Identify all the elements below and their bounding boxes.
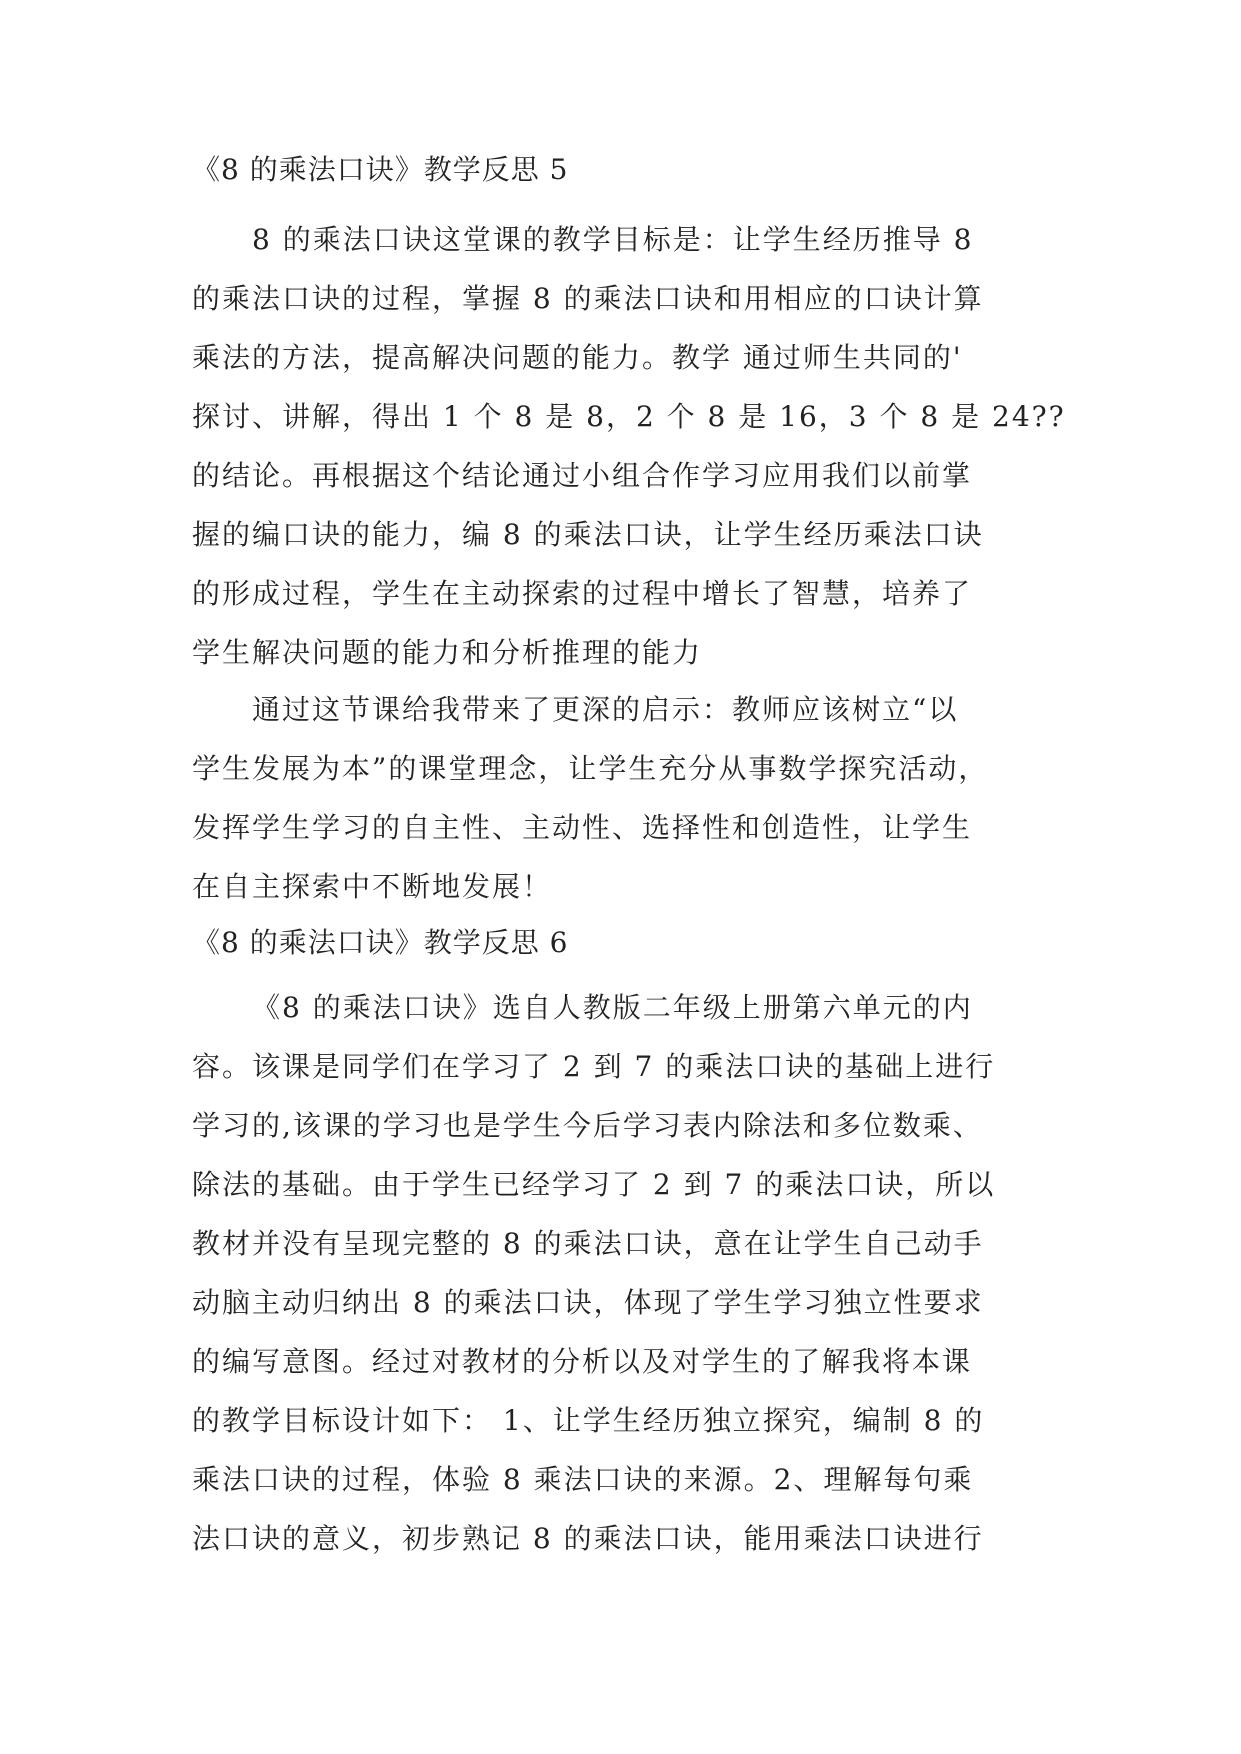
paragraph-line: 教材并没有呈现完整的 8 的乘法口诀，意在让学生自己动手	[192, 1227, 984, 1260]
paragraph-line: 探讨、讲解，得出 1 个 8 是 8，2 个 8 是 16，3 个 8 是 24??	[192, 400, 1066, 433]
paragraph-line: 通过这节课给我带来了更深的启示：教师应该树立“以	[252, 693, 959, 726]
paragraph-line: 的编写意图。经过对教材的分析以及对学生的了解我将本课	[192, 1345, 973, 1378]
paragraph	[192, 210, 1066, 682]
paragraph	[192, 680, 1050, 916]
paragraph-line: 在自主探索中不断地发展！	[192, 870, 553, 903]
paragraph-line: 握的编口诀的能力，编 8 的乘法口诀，让学生经历乘法口诀	[192, 518, 984, 551]
paragraph-line: 乘法的方法，提高解决问题的能力。教学 通过师生共同的'	[192, 341, 963, 374]
paragraph-line: 的结论。再根据这个结论通过小组合作学习应用我们以前掌	[192, 459, 973, 492]
paragraph-line: 的形成过程，学生在主动探索的过程中增长了智慧，培养了	[192, 577, 973, 610]
paragraph-line: 动脑主动归纳出 8 的乘法口诀，体现了学生学习独立性要求	[192, 1286, 984, 1319]
paragraph	[192, 978, 1050, 1568]
paragraph-line: 的乘法口诀的过程，掌握 8 的乘法口诀和用相应的口诀计算	[192, 282, 984, 315]
paragraph-line: 乘法口诀的过程，体验 8 乘法口诀的来源。2、理解每句乘	[192, 1463, 974, 1496]
paragraph-line: 《8 的乘法口诀》选自人教版二年级上册第六单元的内	[252, 991, 973, 1024]
paragraph-line: 学生解决问题的能力和分析推理的能力	[192, 636, 703, 669]
paragraph-line: 法口诀的意义，初步熟记 8 的乘法口诀，能用乘法口诀进行	[192, 1522, 984, 1555]
paragraph-line: 学习的,该课的学习也是学生今后学习表内除法和多位数乘、	[192, 1109, 983, 1142]
paragraph-line: 容。该课是同学们在学习了 2 到 7 的乘法口诀的基础上进行	[192, 1050, 996, 1083]
paragraph-line: 发挥学生学习的自主性、主动性、选择性和创造性，让学生	[192, 811, 973, 844]
paragraph-line: 的教学目标设计如下： 1、让学生经历独立探究，编制 8 的	[192, 1404, 985, 1437]
section-heading-5: 《8 的乘法口诀》教学反思 5	[192, 153, 569, 186]
paragraph-line: 学生发展为本”的课堂理念，让学生充分从事数学探究活动，	[192, 752, 989, 785]
section-heading-6: 《8 的乘法口诀》教学反思 6	[192, 926, 569, 959]
paragraph-line: 8 的乘法口诀这堂课的教学目标是：让学生经历推导 8	[252, 223, 974, 256]
paragraph-line: 除法的基础。由于学生已经学习了 2 到 7 的乘法口诀，所以	[192, 1168, 996, 1201]
